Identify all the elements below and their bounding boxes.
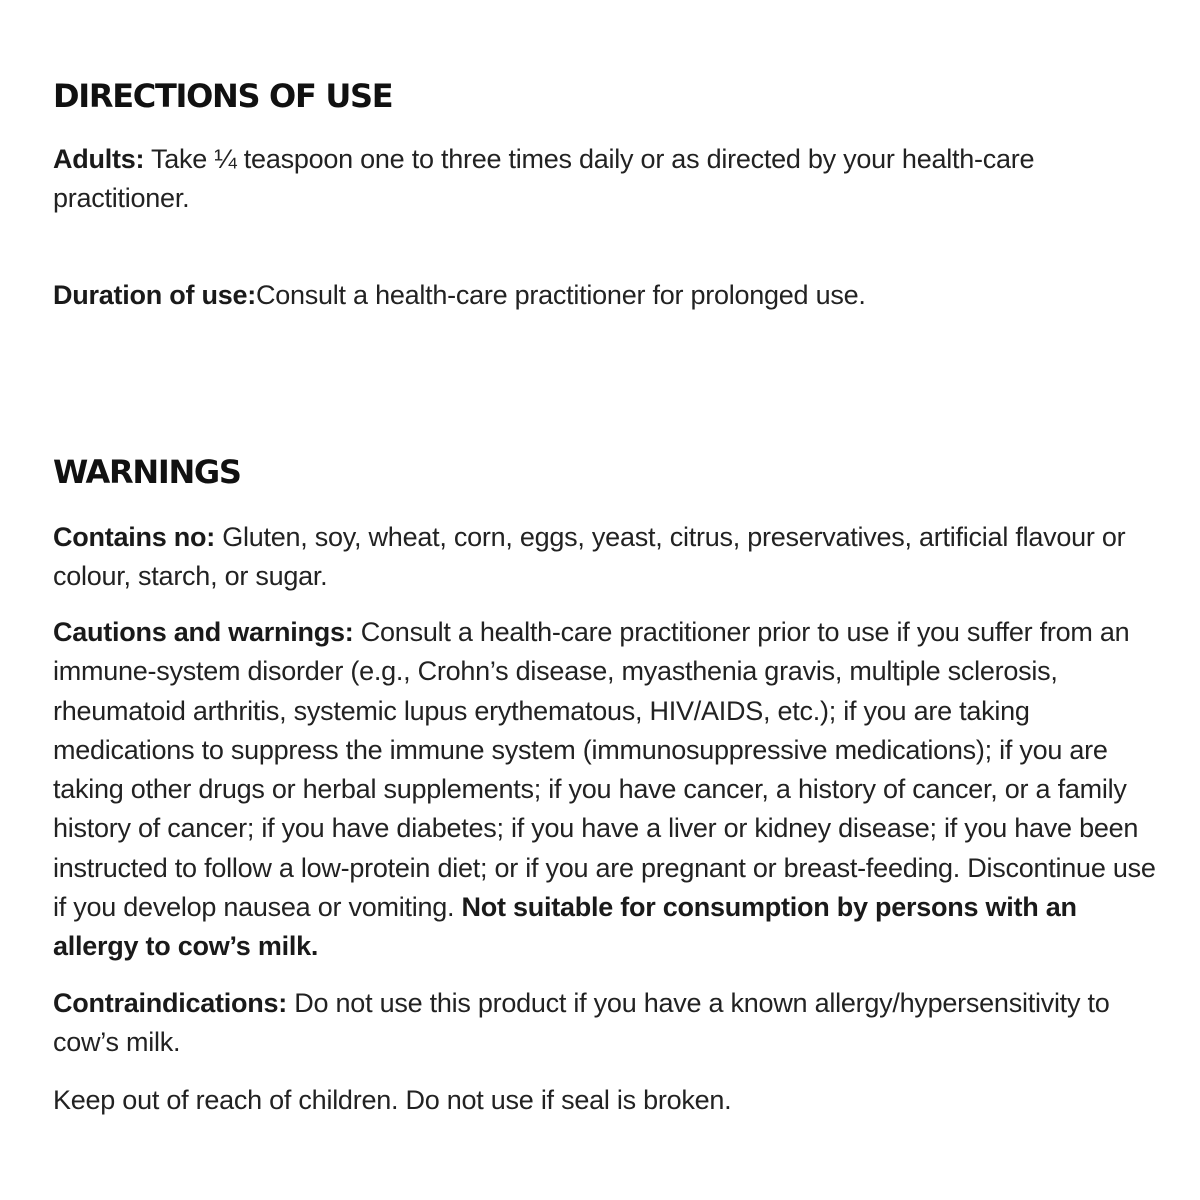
cautions-text: Consult a health-care practitioner prior to use if you suffer from an immune-system disorder (e.g., Crohn’s disease, myasthenia gravis, multiple sclerosis, rheumatoid arthritis, systemic lupus erythematous, HIV/AIDS, etc.); if you are taking medications to suppress the immune system (immunosuppressive medications); if you are taking other drugs or herbal supplements; if you have cancer, a history of cancer, or a family history of cancer; if you have diabetes; if you have a liver or kidney disease; if you have been instructed to follow a low-protein diet; or if you are pregnant or breast-feeding. Discontinue use if you develop nausea or vomiting. [53,617,1156,923]
contains-label: Contains no: [53,522,215,552]
contraindications-text: Do not use this product if you have a known allergy/hypersensitivity to cow’s milk. [53,988,1110,1058]
cautions-paragraph [53,613,1158,967]
adults-paragraph [53,140,1158,219]
duration-text: Consult a health-care practitioner for prolonged use. [256,280,866,310]
contains-text: Gluten, soy, wheat, corn, eggs, yeast, citrus, preservatives, artificial flavour or colour, starch, or sugar. [53,522,1126,592]
contraindications-label: Contraindications: [53,988,288,1018]
adults-label: Adults: [53,144,145,174]
directions-heading: DIRECTIONS OF USE [53,77,393,115]
contraindications-paragraph [53,984,1158,1063]
warnings-heading: WARNINGS [53,453,241,491]
duration-paragraph [53,276,1158,315]
contains-paragraph [53,518,1158,597]
milk-allergy-notice: Not suitable for consumption by persons with an allergy to cow’s milk. [53,892,1077,962]
adults-text: Take ¼ teaspoon one to three times daily or as directed by your health-care practitioner. [53,144,1035,214]
keep-out-of-reach-paragraph: Keep out of reach of children. Do not use if seal is broken. [53,1085,732,1115]
cautions-label: Cautions and warnings: [53,617,354,647]
duration-label: Duration of use: [53,280,256,310]
